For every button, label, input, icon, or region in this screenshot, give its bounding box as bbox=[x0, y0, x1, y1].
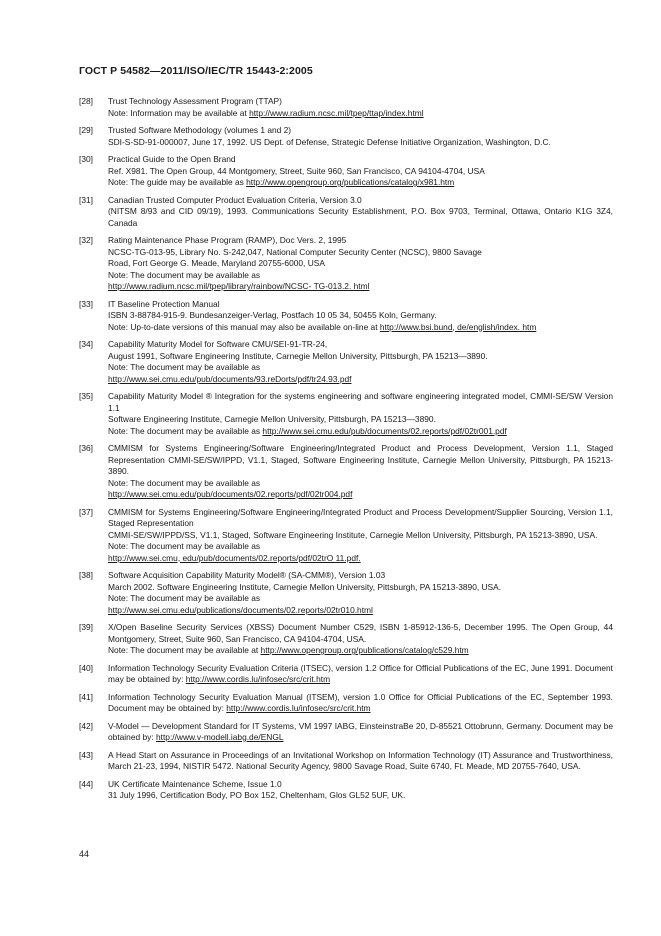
reference-text: Note: The document may be available as bbox=[108, 425, 263, 436]
reference-line bbox=[108, 177, 613, 189]
reference-item bbox=[79, 721, 613, 744]
reference-item bbox=[79, 692, 613, 715]
page-number: 44 bbox=[79, 849, 90, 859]
reference-number: [30] bbox=[79, 154, 93, 164]
reference-link[interactable]: http://www.sei.cmu.edu/publications/documents/02.reports/02tr010.html bbox=[108, 604, 373, 615]
reference-line bbox=[108, 108, 613, 120]
reference-line bbox=[108, 790, 613, 802]
reference-number: [29] bbox=[79, 125, 93, 135]
reference-number: [41] bbox=[79, 691, 93, 702]
reference-link[interactable]: http://www.radium.ncsc.mil/tpep/library/rainbow/NCSC- TG-013.2. html bbox=[108, 281, 370, 291]
reference-body bbox=[108, 622, 613, 657]
reference-link[interactable]: http://www.bsi.bund, de/english/index. htm bbox=[379, 321, 537, 332]
reference-text: Note: The document may be available as bbox=[108, 362, 261, 372]
reference-item bbox=[79, 507, 613, 565]
reference-body bbox=[108, 339, 613, 385]
reference-link[interactable]: http://www.cordis.lu/infosec/src/crit.htm bbox=[185, 674, 331, 684]
reference-text: A Head Start on Assurance in Proceedings of an Invitational Workshop on Information Technology (IT) Assurance and Trustworthiness, March 21-23, 1994, NISTIR 5472. National Security Agency, 9800 Savage Road, Suite 6740, Ft. Meade, MD 20755-7640, USA. bbox=[108, 749, 613, 771]
reference-line bbox=[108, 622, 613, 645]
reference-item bbox=[79, 663, 613, 686]
reference-text: Note: The document may be available at bbox=[108, 645, 261, 655]
reference-line bbox=[108, 247, 613, 259]
reference-line bbox=[108, 414, 613, 426]
reference-line bbox=[108, 339, 613, 351]
reference-line bbox=[108, 166, 613, 178]
reference-body bbox=[108, 692, 613, 715]
reference-text: March 2002. Software Engineering Institute, Carnegie Mellon University, Pittsburgh, PA 15213-3890, USA. bbox=[108, 581, 502, 592]
reference-text: Software Acquisition Capability Maturity Model® (SA-CMM®), Version 1.03 bbox=[108, 570, 386, 580]
reference-text: ISBN 3-88784-915-9. Bundesanzeiger-Verlag, Postfach 10 05 34, 50455 Koln, Germany. bbox=[108, 310, 437, 320]
reference-line bbox=[108, 310, 613, 322]
reference-line bbox=[108, 553, 613, 565]
reference-text: SDI-S-SD-91-000007, June 17, 1992. US Dept. of Defense, Strategic Defense Initiative Organization, Washington, D.C. bbox=[108, 136, 551, 147]
reference-text: Trust Technology Assessment Program (TTAP) bbox=[108, 96, 282, 106]
reference-line bbox=[108, 154, 613, 166]
reference-number: [40] bbox=[79, 662, 93, 673]
reference-item bbox=[79, 391, 613, 437]
reference-link[interactable]: http://www.opengroup.org/publications/catalog/c529.htm bbox=[260, 645, 469, 655]
reference-text: V-Model — Development Standard for IT Systems, VM 1997 IABG, EinsteinstraBe 20, D-85521 Ottobrunn, Germany. Document may be obtained by: bbox=[108, 720, 613, 742]
reference-body bbox=[108, 750, 613, 773]
reference-line bbox=[108, 582, 613, 594]
reference-text: Note: The document may be available as bbox=[108, 477, 261, 488]
reference-number: [33] bbox=[79, 298, 93, 309]
reference-text: CMMISM for Systems Engineering/Software Engineering/Integrated Product and Process Development/Supplier Sourcing, Version 1.1, Staged Representation bbox=[108, 506, 613, 528]
reference-line bbox=[108, 530, 613, 542]
reference-line bbox=[108, 322, 613, 334]
reference-link[interactable]: http://www.sei.cmu.edu/pub/documents/02.reports/pdf/02tr004.pdf bbox=[108, 489, 353, 499]
reference-text: IT Baseline Protection Manual bbox=[108, 298, 220, 309]
reference-body bbox=[108, 299, 613, 334]
reference-text: Practical Guide to the Open Brand bbox=[108, 154, 236, 164]
reference-line bbox=[108, 351, 613, 363]
reference-body bbox=[108, 235, 613, 293]
reference-number: [38] bbox=[79, 570, 93, 580]
reference-text: Ref. X981. The Open Group, 44 Montgomery, Street, Suite 960, San Francisco, CA 94104-4704, USA bbox=[108, 165, 485, 176]
reference-link[interactable]: http://www.cordis.lu/infosec/src/crit.htm bbox=[226, 703, 371, 713]
reference-body bbox=[108, 779, 613, 802]
reference-line bbox=[108, 426, 613, 438]
reference-link[interactable]: http://www.sei.cmu.edu/pub/documents/02.reports/pdf/02tr001.pdf bbox=[262, 425, 507, 436]
reference-body bbox=[108, 443, 613, 501]
reference-text: Note: The guide may be available as bbox=[108, 177, 247, 187]
reference-line bbox=[108, 692, 613, 715]
reference-body bbox=[108, 570, 613, 616]
reference-item bbox=[79, 443, 613, 501]
reference-line bbox=[108, 605, 613, 617]
reference-body bbox=[108, 125, 613, 148]
reference-item bbox=[79, 154, 613, 189]
reference-number: [28] bbox=[79, 96, 93, 106]
reference-number: [44] bbox=[79, 778, 93, 789]
reference-text: (NITSM 8/93 and CID 09/19), 1993. Communications Security Establishment, P.O. Box 9703, Terminal, Ottawa, Ontario K1G 3Z4, Canada bbox=[108, 206, 613, 228]
reference-text: Note: The document may be available as bbox=[108, 269, 261, 280]
reference-line bbox=[108, 195, 613, 207]
reference-text: Note: Up-to-date versions of this manual may also be available on-line at bbox=[108, 321, 380, 332]
reference-text: CMMI-SE/SW/IPPD/SS, V1.1, Staged, Software Engineering Institute, Carnegie Mellon University, Pittsburgh, PA 15213-3890, USA. bbox=[108, 529, 598, 540]
reference-body bbox=[108, 195, 613, 230]
reference-text: Software Engineering Institute, Carnegie Mellon University, Pittsburgh, PA 15213—3890. bbox=[108, 414, 436, 424]
reference-number: [34] bbox=[79, 339, 93, 349]
reference-text: Note: The document may be available as bbox=[108, 593, 261, 603]
reference-text: Capability Maturity Model ® Integration for the systems engineering and software engineering integrated model, CMMI-SE/SW Version 1.1 bbox=[108, 391, 613, 413]
reference-item bbox=[79, 339, 613, 385]
reference-line bbox=[108, 299, 613, 311]
reference-text: Note: The document may be available as bbox=[108, 541, 261, 551]
reference-number: [32] bbox=[79, 235, 93, 245]
reference-body bbox=[108, 391, 613, 437]
reference-item bbox=[79, 96, 613, 119]
reference-text: Information Technology Security Evaluation Manual (ITSEM), version 1.0 Office for Official Publications of the EC, September 1993. Document may be obtained by: bbox=[108, 691, 613, 713]
reference-body bbox=[108, 507, 613, 565]
reference-text: Note: Information may be available at bbox=[108, 107, 250, 118]
reference-body bbox=[108, 154, 613, 189]
reference-link[interactable]: http://www.v-modell.iabg.de/ENGL bbox=[155, 732, 284, 742]
reference-item bbox=[79, 622, 613, 657]
reference-link[interactable]: http://www.opengroup.org/publications/catalog/x981.htm bbox=[246, 177, 455, 187]
reference-text: NCSC-TG-013-95, Library No. S-242,047, National Computer Security Center (NCSC), 9800 Savage bbox=[108, 246, 482, 257]
reference-text: CMMISM for Systems Engineering/Software Engineering/Integrated Product and Process Development, Version 1.1, Staged Representation CMMI-SE/SW/IPPD, V1.1, Staged, Software Engineering Institute, Carnegie Mellon University, Pittsburgh, PA 15213-3890. bbox=[108, 443, 613, 476]
reference-item bbox=[79, 299, 613, 334]
reference-link[interactable]: http://www.radium.ncsc.mil/tpep/ttap/index.html bbox=[249, 107, 424, 118]
reference-line bbox=[108, 235, 613, 247]
reference-line bbox=[108, 362, 613, 374]
reference-number: [36] bbox=[79, 443, 93, 453]
reference-line bbox=[108, 645, 613, 657]
reference-item bbox=[79, 570, 613, 616]
reference-body bbox=[108, 721, 613, 744]
reference-line bbox=[108, 125, 613, 137]
reference-number: [31] bbox=[79, 194, 93, 205]
reference-line bbox=[108, 374, 613, 386]
reference-link[interactable]: http://www.sei.cmu.edu/pub/documents/93.reDorts/pdf/tr24.93.pdf bbox=[108, 373, 352, 384]
reference-line bbox=[108, 750, 613, 773]
reference-line bbox=[108, 489, 613, 501]
reference-line bbox=[108, 570, 613, 582]
reference-line bbox=[108, 270, 613, 282]
reference-number: [37] bbox=[79, 506, 93, 517]
reference-line bbox=[108, 507, 613, 530]
reference-line bbox=[108, 258, 613, 270]
reference-text: Road, Fort George G. Meade, Maryland 20755-6000, USA bbox=[108, 258, 325, 268]
reference-list bbox=[79, 96, 613, 808]
reference-body bbox=[108, 96, 613, 119]
reference-number: [35] bbox=[79, 391, 93, 401]
reference-item bbox=[79, 779, 613, 802]
reference-line bbox=[108, 541, 613, 553]
reference-text: X/Open Baseline Security Services (XBSS) Document Number C529, ISBN 1-85912-136-5, December 1995. The Open Group, 44 Montgomery, Street, Suite 960, San Francisco, CA 94104-4704, USA. bbox=[108, 622, 613, 644]
reference-text: Rating Maintenance Phase Program (RAMP), Doc Vers. 2, 1995 bbox=[108, 235, 347, 245]
reference-item bbox=[79, 125, 613, 148]
reference-number: [39] bbox=[79, 622, 93, 632]
reference-text: Canadian Trusted Computer Product Evaluation Criteria, Version 3.0 bbox=[108, 194, 362, 205]
reference-line bbox=[108, 391, 613, 414]
reference-line bbox=[108, 779, 613, 791]
reference-text: UK Certificate Maintenance Scheme, Issue 1.0 bbox=[108, 778, 282, 789]
reference-line bbox=[108, 206, 613, 229]
reference-number: [42] bbox=[79, 720, 93, 731]
reference-number: [43] bbox=[79, 749, 93, 760]
reference-text: Trusted Software Methodology (volumes 1 and 2) bbox=[108, 125, 292, 135]
reference-line bbox=[108, 478, 613, 490]
reference-item bbox=[79, 195, 613, 230]
reference-item bbox=[79, 750, 613, 773]
reference-line bbox=[108, 96, 613, 108]
reference-line bbox=[108, 593, 613, 605]
reference-line bbox=[108, 721, 613, 744]
reference-link[interactable]: http://www.sei.cmu, edu/pub/documents/02.reports/pdf/02trO 11.pdf. bbox=[108, 552, 361, 563]
reference-item bbox=[79, 235, 613, 293]
reference-line bbox=[108, 137, 613, 149]
reference-text: Information Technology Security Evaluation Criteria (ITSEC), version 1.2 Office for Official Publications of the EC, June 1991. Document may be obtained by: bbox=[108, 662, 613, 684]
reference-text: August 1991, Software Engineering Institute, Carnegie Mellon University, Pittsburgh, PA 15213—3890. bbox=[108, 350, 488, 361]
reference-text: Capability Maturity Model for Software CMU/SEI-91-TR-24, bbox=[108, 339, 328, 349]
reference-body bbox=[108, 663, 613, 686]
reference-line bbox=[108, 443, 613, 478]
reference-text: 31 July 1996, Certification Body, PO Box 152, Cheltenham, Glos GL52 5UF, UK. bbox=[108, 790, 406, 800]
reference-line bbox=[108, 281, 613, 293]
page-header: ГОСТ Р 54582—2011/ISO/IEC/TR 15443-2:2005 bbox=[79, 65, 313, 77]
reference-line bbox=[108, 663, 613, 686]
